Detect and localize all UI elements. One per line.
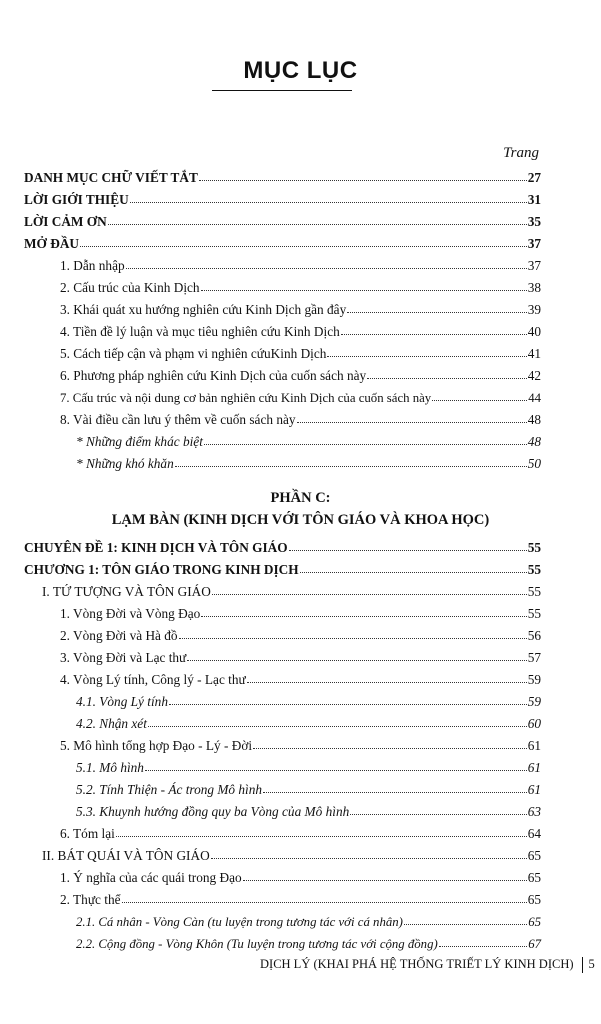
toc-entry-page: 59 <box>527 672 541 687</box>
leader-dots <box>80 237 527 247</box>
leader-dots <box>432 391 527 401</box>
leader-dots <box>169 695 527 705</box>
toc-entry[interactable] <box>60 870 541 886</box>
toc-entry-page: 55 <box>527 540 541 555</box>
toc-entry[interactable] <box>60 280 541 296</box>
toc-entry-page: 65 <box>527 848 541 863</box>
leader-dots <box>145 761 527 771</box>
leader-dots <box>297 413 527 423</box>
toc-entry-title: II. BÁT QUÁI VÀ TÔN GIÁO <box>42 848 210 863</box>
toc-entry-page: 48 <box>527 434 541 449</box>
toc-entry[interactable] <box>76 936 541 952</box>
toc-entry-page: 65 <box>527 892 541 907</box>
toc-entry-page: 64 <box>527 826 541 841</box>
toc-entry[interactable] <box>24 214 541 230</box>
page-title: MỤC LỤC <box>243 57 358 84</box>
toc-entry-title: LỜI GIỚI THIỆU <box>24 192 129 207</box>
toc-entry-page: 65 <box>528 915 541 929</box>
toc-entry[interactable] <box>60 628 541 644</box>
leader-dots <box>439 937 527 947</box>
leader-dots <box>211 849 527 859</box>
toc-entry-page: 35 <box>527 214 541 229</box>
toc-entry-title: LỜI CẢM ƠN <box>24 214 107 229</box>
leader-dots <box>327 347 526 357</box>
toc-entry-title: I. TỨ TƯỢNG VÀ TÔN GIÁO <box>42 584 211 599</box>
part-label: PHẦN C: <box>270 490 331 506</box>
toc-entry-page: 37 <box>527 258 541 273</box>
leader-dots <box>126 259 527 269</box>
toc-entry-title: CHUYÊN ĐỀ 1: KINH DỊCH VÀ TÔN GIÁO <box>24 540 288 555</box>
toc-entry-page: 61 <box>527 738 541 753</box>
toc-entry-title: 4.2. Nhận xét <box>76 716 147 731</box>
toc-entry-page: 60 <box>527 716 541 731</box>
toc-entry[interactable] <box>60 672 541 688</box>
leader-dots <box>201 607 526 617</box>
leader-dots <box>341 325 527 335</box>
toc-entry-title: DANH MỤC CHỮ VIẾT TẮT <box>24 170 198 185</box>
toc-entry-title: 2.1. Cá nhân - Vòng Càn (tu luyện trong tương tác với cá nhân) <box>76 915 403 929</box>
toc-entry-title: 2. Vòng Đời và Hà đồ <box>60 628 178 643</box>
toc-entry[interactable] <box>60 346 541 362</box>
toc-entry[interactable] <box>24 540 541 556</box>
toc-entry-title: 5.3. Khuynh hướng đồng quy ba Vòng của Mô hình <box>76 804 350 819</box>
toc-entry[interactable] <box>24 170 541 186</box>
toc-entry-page: 44 <box>528 391 541 405</box>
toc-entry[interactable] <box>60 302 541 318</box>
leader-dots <box>116 827 527 837</box>
toc-entry[interactable] <box>60 324 541 340</box>
toc-entry-title: 5.2. Tính Thiện - Ác trong Mô hình <box>76 782 263 797</box>
toc-entry[interactable] <box>76 456 541 472</box>
toc-entry-title: 3. Khái quát xu hướng nghiên cứu Kinh Dịch gần đây <box>60 302 347 317</box>
toc-entry-title: 2. Cấu trúc của Kinh Dịch <box>60 280 200 295</box>
toc-entry-page: 57 <box>527 650 541 665</box>
toc-entry-page: 38 <box>527 280 541 295</box>
toc-entry[interactable] <box>76 782 541 798</box>
leader-dots <box>300 563 527 573</box>
toc-entry-page: 65 <box>527 870 541 885</box>
toc-entry-title: 7. Cấu trúc và nội dung cơ bản nghiên cứu Kinh Dịch của cuốn sách này <box>60 391 432 405</box>
toc-entry-page: 48 <box>527 412 541 427</box>
toc-entry[interactable] <box>60 390 541 406</box>
toc-entry-title: 2.2. Cộng đồng - Vòng Khôn (Tu luyện trong tương tác với cộng đồng) <box>76 937 438 951</box>
toc-entry-title: 5. Mô hình tổng hợp Đạo - Lý - Đời <box>60 738 253 753</box>
leader-dots <box>199 171 527 181</box>
toc-entry-title: 1. Vòng Đời và Vòng Đạo <box>60 606 201 621</box>
toc-entry-title: 4. Tiền đề lý luận và mục tiêu nghiên cứu Kinh Dịch <box>60 324 340 339</box>
leader-dots <box>148 717 527 727</box>
toc-entry-page: 37 <box>527 236 541 251</box>
toc-entry[interactable] <box>60 738 541 754</box>
toc-entry-page: 42 <box>527 368 541 383</box>
leader-dots <box>130 193 527 203</box>
toc-entry[interactable] <box>60 650 541 666</box>
leader-dots <box>289 541 527 551</box>
leader-dots <box>243 871 527 881</box>
toc-entry-title: 6. Tóm lại <box>60 826 115 841</box>
leader-dots <box>347 303 526 313</box>
toc-entry-page: 56 <box>527 628 541 643</box>
leader-dots <box>247 673 527 683</box>
toc-entry[interactable] <box>60 368 541 384</box>
toc-entry-page: 41 <box>527 346 541 361</box>
toc-entry-page: 55 <box>527 606 541 621</box>
toc-entry-title: 3. Vòng Đời và Lạc thư <box>60 650 187 665</box>
page-number: 5 <box>588 957 595 971</box>
toc-entry-title: 4. Vòng Lý tính, Công lý - Lạc thư <box>60 672 246 687</box>
toc-entry-page: 27 <box>527 170 541 185</box>
toc-entry-title: * Những khó khăn <box>76 456 174 471</box>
toc-entry[interactable] <box>24 192 541 208</box>
toc-entry[interactable] <box>60 606 541 622</box>
toc-entry-title: CHƯƠNG 1: TÔN GIÁO TRONG KINH DỊCH <box>24 562 299 577</box>
toc-entry[interactable] <box>42 584 541 600</box>
footer-divider <box>582 957 583 973</box>
leader-dots <box>179 629 527 639</box>
running-title: DỊCH LÝ (KHAI PHÁ HỆ THỐNG TRIẾT LÝ KINH DỊCH) <box>260 957 574 971</box>
toc-entry-page: 67 <box>528 937 541 951</box>
toc-entry[interactable] <box>76 434 541 450</box>
toc-entry-page: 50 <box>527 456 541 471</box>
title-underline <box>212 90 352 91</box>
toc-entry[interactable] <box>24 236 541 252</box>
toc-entry-title: * Những điểm khác biệt <box>76 434 203 449</box>
leader-dots <box>367 369 527 379</box>
toc-entry-page: 39 <box>527 302 541 317</box>
leader-dots <box>122 893 527 903</box>
toc-entry[interactable] <box>60 258 541 274</box>
toc-entry-title: 1. Ý nghĩa của các quái trong Đạo <box>60 870 242 885</box>
toc-entry-page: 61 <box>527 782 541 797</box>
toc-entry[interactable] <box>24 562 541 578</box>
leader-dots <box>187 651 526 661</box>
toc-entry[interactable] <box>76 804 541 820</box>
toc-entry[interactable] <box>60 412 541 428</box>
toc-entry-page: 31 <box>527 192 541 207</box>
toc-entry[interactable] <box>60 892 541 908</box>
toc-entry[interactable] <box>76 716 541 732</box>
toc-entry-title: 6. Phương pháp nghiên cứu Kinh Dịch của cuốn sách này <box>60 368 367 383</box>
leader-dots <box>108 215 527 225</box>
toc-entry-title: 5. Cách tiếp cận và phạm vi nghiên cứuKinh Dịch <box>60 346 327 361</box>
toc-entry[interactable] <box>42 848 541 864</box>
toc-entry[interactable] <box>76 914 541 930</box>
page-column-label: Trang <box>503 145 539 161</box>
running-footer <box>260 957 595 973</box>
toc-entry-page: 40 <box>527 324 541 339</box>
toc-entry[interactable] <box>60 826 541 842</box>
toc-entry[interactable] <box>76 694 541 710</box>
leader-dots <box>350 805 526 815</box>
toc-entry[interactable] <box>76 760 541 776</box>
leader-dots <box>175 457 527 467</box>
toc-entry-page: 59 <box>527 694 541 709</box>
toc-entry-title: 8. Vài điều cần lưu ý thêm về cuốn sách này <box>60 412 296 427</box>
leader-dots <box>204 435 527 445</box>
leader-dots <box>263 783 527 793</box>
leader-dots <box>253 739 527 749</box>
leader-dots <box>201 281 527 291</box>
leader-dots <box>404 915 527 925</box>
toc-entry-title: 1. Dẫn nhập <box>60 258 125 273</box>
toc-entry-title: 4.1. Vòng Lý tính <box>76 694 168 709</box>
toc-entry-page: 55 <box>527 562 541 577</box>
toc-entry-page: 63 <box>527 804 541 819</box>
toc-entry-title: 2. Thực thể <box>60 892 121 907</box>
toc-entry-page: 55 <box>527 584 541 599</box>
leader-dots <box>212 585 527 595</box>
part-title: LẠM BÀN (KINH DỊCH VỚI TÔN GIÁO VÀ KHOA HỌC) <box>111 512 490 528</box>
toc-entry-title: 5.1. Mô hình <box>76 760 144 775</box>
toc-entry-page: 61 <box>527 760 541 775</box>
toc-entry-title: MỞ ĐẦU <box>24 236 80 251</box>
